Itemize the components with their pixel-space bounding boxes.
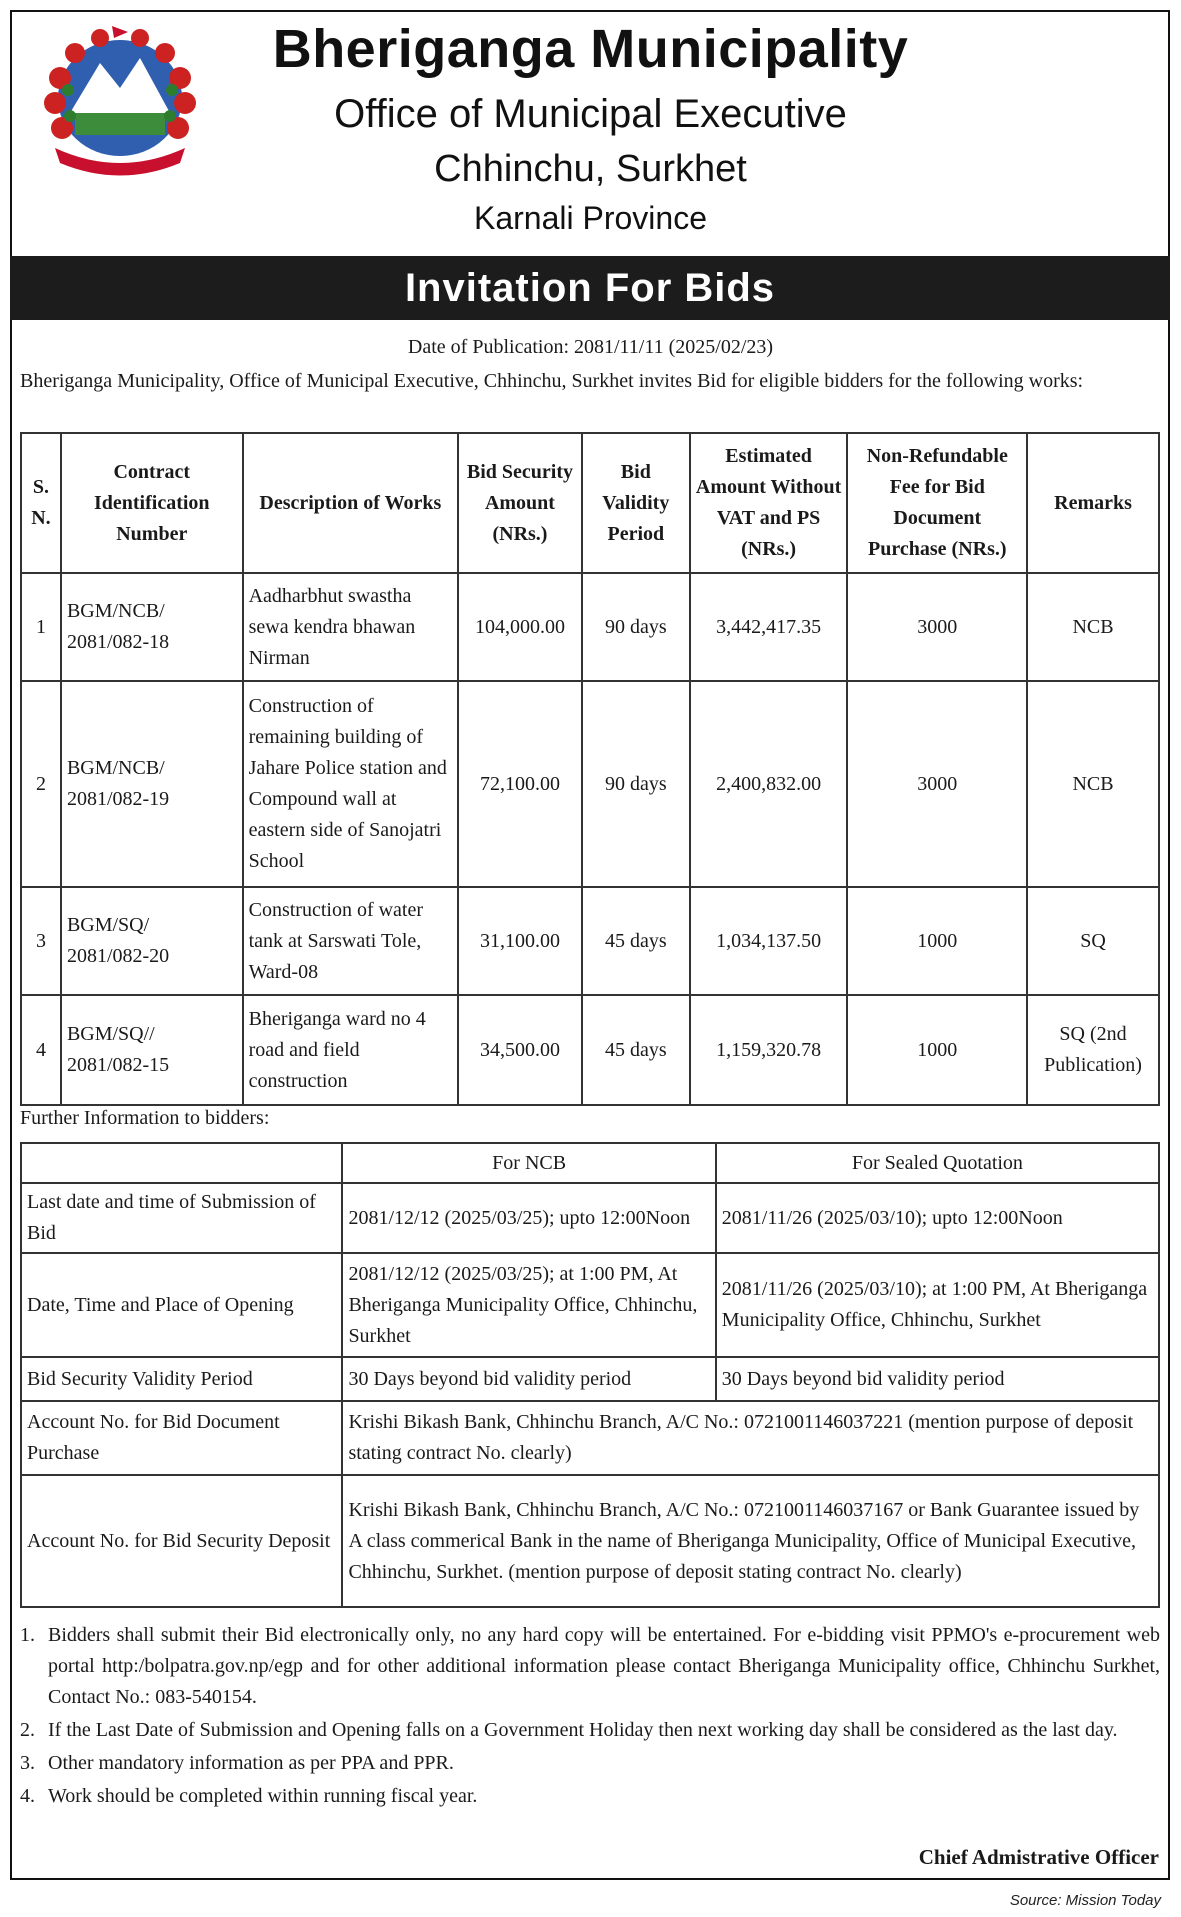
header-validity: Bid Validity Period	[582, 433, 690, 573]
table-row	[21, 887, 1159, 995]
header-description: Description of Works	[243, 433, 458, 573]
info-header-ncb: For NCB	[342, 1143, 715, 1183]
contract-suffix: 2081/082-19	[66, 788, 170, 810]
cell-estimated: 1,034,137.50	[690, 887, 848, 995]
info-label: Account No. for Bid Security Deposit	[21, 1475, 342, 1607]
cell-sn: 4	[21, 995, 61, 1105]
cell-description: Aadharbhut swastha sewa kendra bhawan Nirman	[243, 573, 458, 681]
note-text: Bidders shall submit their Bid electronically only, no any hard copy will be entertained. For e-bidding visit PPMO's e-procurement web portal http:/bolpatra.gov.np/egp and for other additional information please contact Bheriganga Municipality office, Chhinchu Surkhet, Contact No.: 083-540154.	[48, 1624, 1160, 1708]
header-fee: Non-Refundable Fee for Bid Document Purchase (NRs.)	[847, 433, 1027, 573]
notes-list	[20, 1620, 1160, 1814]
cell-sn: 3	[21, 887, 61, 995]
list-item	[20, 1620, 1160, 1713]
cell-estimated: 3,442,417.35	[690, 573, 848, 681]
cell-fee: 3000	[847, 573, 1027, 681]
cell-contract	[61, 681, 243, 887]
header-contract: Contract Identification Number	[61, 433, 243, 573]
note-text: If the Last Date of Submission and Opening falls on a Government Holiday then next working day shall be considered as the last day.	[48, 1719, 1118, 1741]
notice-banner: Invitation For Bids	[10, 256, 1170, 320]
cell-bid-security: 34,500.00	[458, 995, 582, 1105]
office-name: Office of Municipal Executive	[334, 92, 847, 136]
publication-date: Date of Publication: 2081/11/11 (2025/02/23)	[407, 336, 774, 358]
list-item	[20, 1715, 1160, 1746]
info-header-row	[21, 1143, 1159, 1183]
contract-suffix: 2081/082-15	[66, 1054, 170, 1076]
info-header-blank	[21, 1143, 342, 1183]
cell-remarks: NCB	[1027, 573, 1159, 681]
cell-fee: 1000	[847, 887, 1027, 995]
cell-fee: 1000	[847, 995, 1027, 1105]
office-location: Chhinchu, Surkhet	[434, 148, 747, 190]
table-row	[21, 1253, 1159, 1357]
info-label: Date, Time and Place of Opening	[21, 1253, 342, 1357]
cell-description: Construction of water tank at Sarswati Tole, Ward-08	[243, 887, 458, 995]
list-item	[20, 1781, 1160, 1812]
info-label: Last date and time of Submission of Bid	[21, 1183, 342, 1253]
cell-sn: 2	[21, 681, 61, 887]
header-sn: S. N.	[21, 433, 61, 573]
cell-estimated: 2,400,832.00	[690, 681, 848, 887]
table-row	[21, 681, 1159, 887]
info-label: Bid Security Validity Period	[21, 1357, 342, 1401]
info-label: Account No. for Bid Document Purchase	[21, 1401, 342, 1475]
note-number: 1.	[20, 1624, 35, 1646]
cell-remarks: SQ (2nd Publication)	[1027, 995, 1159, 1105]
table-row	[21, 1183, 1159, 1253]
table-row	[21, 995, 1159, 1105]
contract-prefix: BGM/SQ/	[66, 914, 150, 936]
cell-validity: 45 days	[582, 995, 690, 1105]
cell-contract	[61, 995, 243, 1105]
note-text: Other mandatory information as per PPA and PPR.	[48, 1752, 454, 1774]
contract-suffix: 2081/082-20	[66, 945, 170, 967]
source-credit: Source: Mission Today	[1009, 1892, 1161, 1909]
header-estimated: Estimated Amount Without VAT and PS (NRs.)	[690, 433, 848, 573]
cell-remarks: SQ	[1027, 887, 1159, 995]
further-info-label: Further Information to bidders:	[20, 1107, 270, 1129]
note-text: Work should be completed within running fiscal year.	[48, 1785, 478, 1807]
province-name: Karnali Province	[474, 200, 707, 236]
table-row	[21, 1401, 1159, 1475]
info-sq-value: 2081/11/26 (2025/03/10); upto 12:00Noon	[716, 1183, 1159, 1253]
table-row	[21, 573, 1159, 681]
note-number: 3.	[20, 1752, 35, 1774]
cell-contract	[61, 573, 243, 681]
account-doc-value: Krishi Bikash Bank, Chhinchu Branch, A/C No.: 0721001146037221 (mention purpose of deposit stating contract No. clearly)	[342, 1401, 1159, 1475]
note-number: 4.	[20, 1785, 35, 1807]
cell-contract	[61, 887, 243, 995]
info-sq-value: 30 Days beyond bid validity period	[716, 1357, 1159, 1401]
bids-header-row	[21, 433, 1159, 573]
contract-prefix: BGM/NCB/	[66, 757, 165, 779]
further-info-table	[20, 1142, 1160, 1608]
contract-prefix: BGM/SQ//	[66, 1023, 155, 1045]
info-ncb-value: 2081/12/12 (2025/03/25); at 1:00 PM, At Bheriganga Municipality Office, Chhinchu, Surkhet	[342, 1253, 715, 1357]
account-sec-value: Krishi Bikash Bank, Chhinchu Branch, A/C No.: 0721001146037167 or Bank Guarantee issued by A class commerical Bank in the name of Bheriganga Municipality, Office of Municipal Executive, Chhinchu, Surkhet. (mention purpose of deposit stating contract No. clearly)	[342, 1475, 1159, 1607]
cell-estimated: 1,159,320.78	[690, 995, 848, 1105]
cell-description: Bheriganga ward no 4 road and field construction	[243, 995, 458, 1105]
municipality-title: Bheriganga Municipality	[272, 19, 909, 79]
cell-bid-security: 104,000.00	[458, 573, 582, 681]
officer-signature: Chief Admistrative Officer	[918, 1845, 1159, 1869]
info-ncb-value: 30 Days beyond bid validity period	[342, 1357, 715, 1401]
cell-bid-security: 31,100.00	[458, 887, 582, 995]
cell-validity: 90 days	[582, 573, 690, 681]
info-header-sq: For Sealed Quotation	[716, 1143, 1159, 1183]
header-remarks: Remarks	[1027, 433, 1159, 573]
table-row	[21, 1357, 1159, 1401]
cell-validity: 90 days	[582, 681, 690, 887]
table-row	[21, 1475, 1159, 1607]
info-sq-value: 2081/11/26 (2025/03/10); at 1:00 PM, At Bheriganga Municipality Office, Chhinchu, Surkhet	[716, 1253, 1159, 1357]
cell-sn: 1	[21, 573, 61, 681]
cell-validity: 45 days	[582, 887, 690, 995]
contract-suffix: 2081/082-18	[66, 631, 170, 653]
cell-fee: 3000	[847, 681, 1027, 887]
cell-description: Construction of remaining building of Jahare Police station and Compound wall at eastern side of Sanojatri School	[243, 681, 458, 887]
list-item	[20, 1748, 1160, 1779]
info-ncb-value: 2081/12/12 (2025/03/25); upto 12:00Noon	[342, 1183, 715, 1253]
note-number: 2.	[20, 1719, 35, 1741]
cell-remarks: NCB	[1027, 681, 1159, 887]
contract-prefix: BGM/NCB/	[66, 600, 165, 622]
intro-text: Bheriganga Municipality, Office of Municipal Executive, Chhinchu, Surkhet invites Bid for eligible bidders for the following works:	[20, 370, 1084, 392]
cell-bid-security: 72,100.00	[458, 681, 582, 887]
bids-table	[20, 432, 1160, 1106]
header-bid-security: Bid Security Amount (NRs.)	[458, 433, 582, 573]
